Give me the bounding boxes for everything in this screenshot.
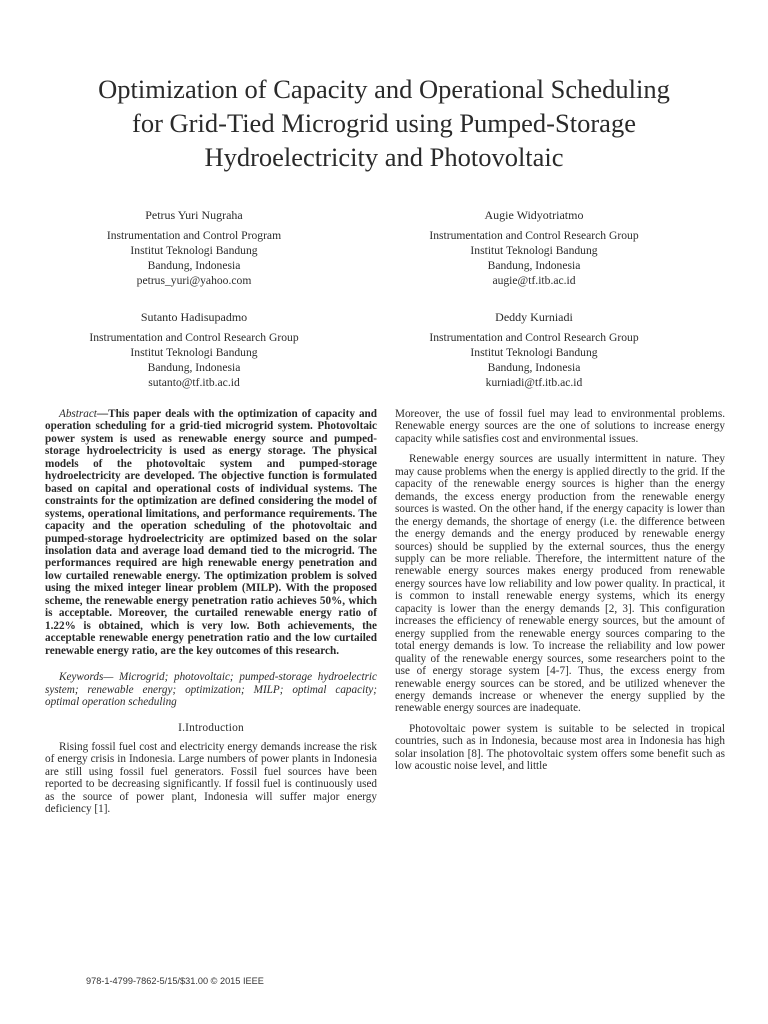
author-block bbox=[34, 208, 354, 288]
author-institution: Institut Teknologi Bandung bbox=[470, 346, 598, 359]
author-institution: Institut Teknologi Bandung bbox=[130, 244, 258, 257]
body-paragraph: Moreover, the use of fossil fuel may lead to environmental problems. Renewable energy sources are the one of solutions to increase energy capacity while satisfies cost and environmental issues. bbox=[395, 408, 725, 445]
title-line: Optimization of Capacity and Operational Scheduling bbox=[98, 74, 670, 104]
title-line: Hydroelectricity and Photovoltaic bbox=[204, 142, 564, 172]
author-name: Petrus Yuri Nugraha bbox=[145, 208, 243, 222]
author-affiliation: Instrumentation and Control Research Group bbox=[429, 331, 639, 344]
right-column bbox=[395, 408, 725, 781]
body-paragraph: Rising fossil fuel cost and electricity energy demands increase the risk of energy crisis in Indonesia. Large numbers of power plants in Indonesia are still using fossil fuel generators. Fossil fuel sources have been reported to be decreasing significantly. If fossil fuel is continuously used as the source of power plant, Indonesia will suffer major energy deficiency [1]. bbox=[45, 740, 377, 816]
copyright-footer: 978-1-4799-7862-5/15/$31.00 © 2015 IEEE bbox=[86, 976, 264, 986]
abstract bbox=[45, 408, 377, 657]
paper-title bbox=[40, 72, 728, 174]
author-affiliation: Instrumentation and Control Research Group bbox=[89, 331, 299, 344]
abstract-text: —This paper deals with the optimization of capacity and operation scheduling for a grid-tied microgrid system. Photovoltaic power system is used as renewable energy source and pumped-storage hydroelectricity is used as energy storage. The physical models of the photovoltaic system and pumped-storage hydroelectricity are developed. The objective function is formulated based on capital and operational costs of individual systems. The constraints for the optimization are defined considering the model of systems, operational limitations, and performance requirements. The capacity and the operation scheduling of the photovoltaic and pumped-storage hydroelectricity are optimized based on the solar insolation data and average load demand tied to the microgrid. The performances required are high renewable energy penetration and low curtailed renewable energy. The optimization problem is solved using the mixed integer linear problem (MILP). With the proposed scheme, the renewable energy penetration ratio achieves 50%, which is acceptable. Moreover, the curtailed renewable energy ratio of 1.22% is obtained, which is very low. Both achievements, the acceptable renewable energy penetration ratio and the low curtailed renewable energy ratio, are the key outcomes of this research. bbox=[45, 408, 377, 657]
keywords: Keywords— Microgrid; photovoltaic; pumped-storage hydroelectric system; renewable energy; optimization; MILP; optimal capacity; optimal operation scheduling bbox=[45, 671, 377, 708]
author-location: Bandung, Indonesia bbox=[487, 361, 581, 374]
author-name: Sutanto Hadisupadmo bbox=[140, 310, 248, 324]
author-name: Augie Widyotriatmo bbox=[484, 208, 584, 222]
author-block bbox=[374, 310, 694, 390]
author-location: Bandung, Indonesia bbox=[147, 259, 241, 272]
author-block bbox=[34, 310, 354, 390]
author-location: Bandung, Indonesia bbox=[487, 259, 581, 272]
abstract-label: Abstract bbox=[59, 408, 97, 420]
author-institution: Institut Teknologi Bandung bbox=[470, 244, 598, 257]
author-affiliation: Instrumentation and Control Research Group bbox=[429, 229, 639, 242]
author-email[interactable]: sutanto@tf.itb.ac.id bbox=[148, 376, 240, 389]
author-affiliation: Instrumentation and Control Program bbox=[106, 229, 282, 242]
title-line: for Grid-Tied Microgrid using Pumped-Storage bbox=[132, 108, 636, 138]
author-block bbox=[374, 208, 694, 288]
author-email[interactable]: kurniadi@tf.itb.ac.id bbox=[485, 376, 583, 389]
body-paragraph: Photovoltaic power system is suitable to be selected in tropical countries, such as in Indonesia, because most area in Indonesia has high solar insolation [8]. The photovoltaic system offers some benefit such as low acoustic noise level, and little bbox=[395, 722, 725, 773]
author-email[interactable]: augie@tf.itb.ac.id bbox=[492, 274, 576, 287]
author-name: Deddy Kurniadi bbox=[495, 310, 573, 324]
left-column bbox=[45, 408, 377, 824]
body-paragraph: Renewable energy sources are usually intermittent in nature. They may cause problems when the energy is applied directly to the grid. If the capacity of the renewable energy sources is higher than the energy demands, the excess energy production from the renewable energy sources is wasted. On the other hand, if the energy capacity is lower than the energy demands, the shortage of energy (i.e. the difference between the energy demands and the energy produced by renewable energy sources) should be supplied by the external sources, thus the energy supply can be more reliable. Therefore, the intermittent nature of the renewable energy sources makes energy produced from renewable energy sources have low reliability and low power quality. In practical, it is common to install renewable energy systems, which its energy capacity is lower than the energy demands [2, 3]. This configuration increases the efficiency of renewable energy sources, but the amount of energy supplied from the renewable energy sources comparing to the total energy demands is low. To increase the reliability and low power quality of the renewable energy sources, some researchers point to the use of energy storage system [4-7]. Thus, the excess energy from renewable energy sources can be stored, and be utilized whenever the energy demands increase or whenever the energy supplied by the renewable energy sources are inadequate. bbox=[395, 453, 725, 715]
author-institution: Institut Teknologi Bandung bbox=[130, 346, 258, 359]
author-email[interactable]: petrus_yuri@yahoo.com bbox=[136, 274, 252, 287]
section-heading: I.Introduction bbox=[178, 722, 244, 735]
author-location: Bandung, Indonesia bbox=[147, 361, 241, 374]
